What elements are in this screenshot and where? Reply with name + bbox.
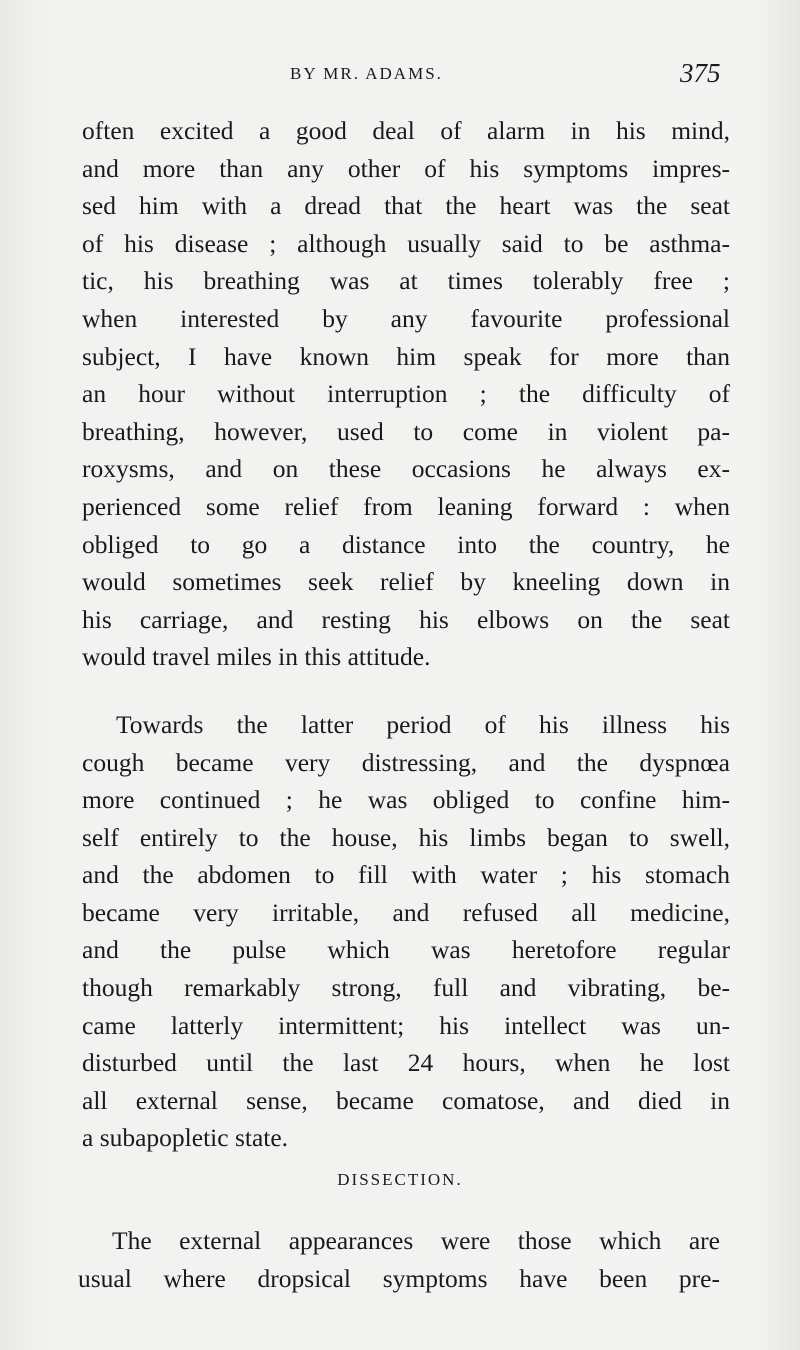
text-line: obliged to go a distance into the country, he: [82, 529, 730, 559]
text-line: sed him with a dread that the heart was the seat: [82, 191, 730, 221]
text-line: cough became very distressing, and the dyspnœa: [82, 747, 730, 777]
text-line: subject, I have known him speak for more than: [82, 341, 730, 371]
text-line: of his disease ; although usually said to be asthma-: [82, 228, 730, 258]
text-line: The external appearances were those which are: [112, 1226, 720, 1255]
running-header: [0, 58, 800, 98]
text-line: often excited a good deal of alarm in his mind,: [82, 116, 730, 145]
text-line: usual where dropsical symptoms have been pre-: [78, 1263, 720, 1293]
text-line: would sometimes seek relief by kneeling down in: [82, 567, 730, 597]
text-line: came latterly intermittent; his intellect was un-: [82, 1010, 730, 1040]
text-line: an hour without interruption ; the difficulty of: [82, 379, 730, 409]
text-line: all external sense, became comatose, and died in: [82, 1085, 730, 1115]
paragraph-3: [78, 1222, 720, 1297]
text-line: disturbed until the last 24 hours, when he lost: [82, 1048, 730, 1078]
text-line: tic, his breathing was at times tolerably free ;: [82, 266, 730, 296]
text-line: and the pulse which was heretofore regular: [82, 935, 730, 965]
text-line: though remarkably strong, full and vibrating, be-: [82, 973, 730, 1003]
body-text: [82, 112, 730, 1157]
page-number: 375: [680, 58, 721, 88]
text-line: Towards the latter period of his illness his: [116, 709, 730, 739]
text-line: when interested by any favourite professional: [82, 303, 730, 333]
text-line: would travel miles in this attitude.: [82, 642, 431, 672]
running-title: BY MR. ADAMS.: [290, 64, 443, 83]
text-line: self entirely to the house, his limbs began to swell,: [82, 822, 730, 852]
text-line: roxysms, and on these occasions he always ex-: [82, 454, 730, 484]
text-line: became very irritable, and refused all medicine,: [82, 897, 730, 927]
text-line: and more than any other of his symptoms impres-: [82, 153, 730, 183]
text-line: more continued ; he was obliged to confine him-: [82, 785, 730, 815]
text-line: breathing, however, used to come in violent pa-: [82, 416, 730, 446]
text-line: a subapopletic state.: [82, 1123, 289, 1153]
paragraph-1: [82, 112, 730, 676]
text-line: his carriage, and resting his elbows on the seat: [82, 604, 730, 634]
text-line: perienced some relief from leaning forward : when: [82, 491, 730, 521]
section-heading: DISSECTION.: [337, 1170, 463, 1189]
paragraph-2: [82, 706, 730, 1157]
paragraph-gap: [82, 676, 730, 706]
text-line: and the abdomen to fill with water ; his stomach: [82, 860, 730, 890]
